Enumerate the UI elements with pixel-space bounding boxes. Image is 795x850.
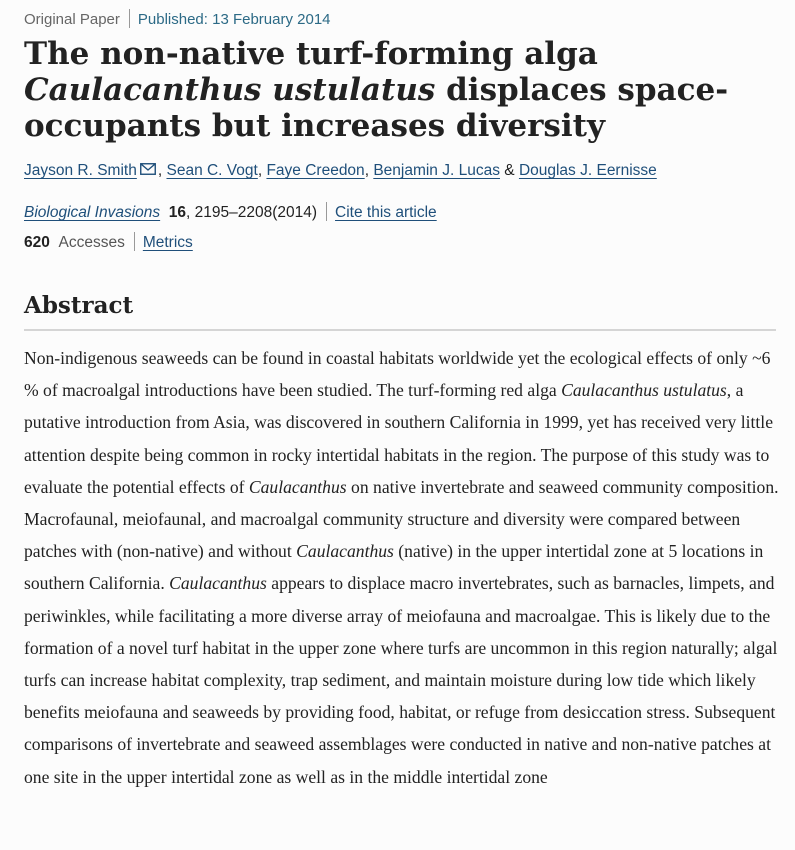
abstract-text: Non-indigenous seaweeds can be found in coastal habitats worldwide yet the ecological effects of only ~6 % of macroalgal introductions have been studied. The turf-forming red alga Caulacanthus ustulatus, a putative introduction from Asia, was discovered in southern California in 1999, yet has received very little attention despite being common in rocky intertidal habitats in the region. The purpose of this study was to evaluate the potential effects of Caulacanthus on native invertebrate and seaweed community composition. Macrofaunal, meiofaunal, and macroalgal community structure and diversity were compared between patches with (non-native) and without Caulacanthus (native) in the upper intertidal zone at 5 locations in southern California. Caulacanthus appears to displace macro invertebrates, such as barnacles, limpets, and periwinkles, while facilitating a more diverse array of meiofauna and macroalgae. This is likely due to the formation of a novel turf habitat in the upper zone where turfs are uncommon in this region naturally; algal turfs can increase habitat complexity, trap sediment, and maintain moisture during low tide which likely benefits meiofauna and seaweeds by providing food, habitat, or refuge from desiccation stress. Subsequent comparisons of invertebrate and seaweed assemblages were conducted in native and non-native patches at one site in the upper intertidal zone as well as in the middle intertidal zone [24,348,779,787]
abstract-divider [24,329,776,331]
author-link-eernisse[interactable]: Douglas J. Eernisse [518,162,657,179]
author-link-lucas[interactable]: Benjamin J. Lucas [373,162,500,179]
author-ampersand: & [504,162,515,179]
accesses-label: Accesses [58,234,125,251]
article-title: The non-native turf-forming alga Caulacanthus ustulatus displaces space-occupants but increases diversity [24,36,729,144]
email-icon[interactable] [140,162,156,180]
article-meta [24,9,331,28]
divider [134,232,135,251]
journal-link[interactable]: Biological Invasions [24,204,161,221]
cite-link[interactable]: Cite this article [335,204,437,221]
journal-info [24,202,437,222]
published-date: Published: 13 February 2014 [137,11,331,28]
metrics-bar [24,232,193,252]
metrics-link[interactable]: Metrics [142,234,193,251]
journal-pages: , 2195–2208(2014) [186,204,318,221]
author-list: Jayson R. Smith , Sean C. Vogt, Faye Creedon, Benjamin J. Lucas & Douglas J. Eernisse [24,162,657,179]
divider [326,202,327,221]
author-link-vogt[interactable]: Sean C. Vogt [166,162,258,179]
journal-volume: 16 [168,204,187,221]
author-link-smith[interactable]: Jayson R. Smith [24,162,137,179]
abstract-heading: Abstract [24,292,134,319]
divider [129,9,130,28]
access-count: 620 [24,234,50,251]
article-type: Original Paper [24,11,120,28]
author-link-creedon[interactable]: Faye Creedon [266,162,365,179]
